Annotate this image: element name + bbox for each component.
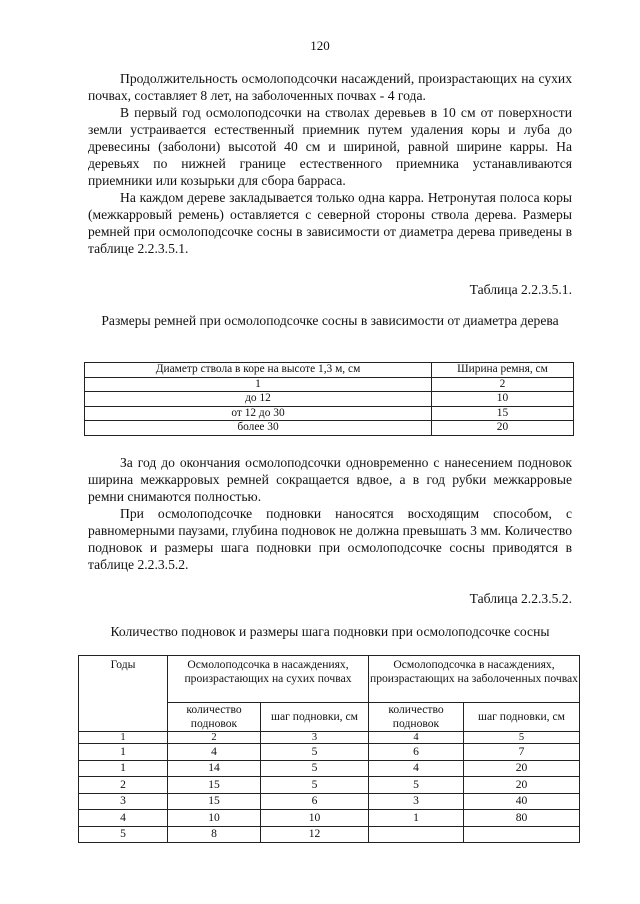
table-cell: 80 [464, 810, 580, 827]
table-cell: 10 [168, 810, 261, 827]
table-cell: 5 [79, 826, 168, 843]
renewal-step-table [78, 655, 580, 843]
table-cell: 7 [464, 744, 580, 761]
table2-caption: Количество подновок и размеры шага подновки при осмолоподсочке сосны [110, 624, 550, 639]
table-row [79, 810, 580, 827]
table-cell: 10 [432, 392, 574, 407]
table-cell: 4 [369, 760, 464, 777]
table-cell: 3 [79, 793, 168, 810]
table-cell: до 12 [85, 392, 432, 407]
table-cell: 40 [464, 793, 580, 810]
table-header-cell: количество подновок [168, 703, 261, 732]
table-cell: более 30 [85, 421, 432, 436]
table-cell: 2 [79, 777, 168, 794]
table-cell: 3 [369, 793, 464, 810]
table-cell: 5 [261, 777, 369, 794]
table-header-cell-years: Годы [79, 656, 168, 732]
paragraph-single-carra: На каждом дереве закладывается только одна карра. Нетронутая полоса коры (межкарровый ремень) оставляется с северной стороны ствола дерева. Размеры ремней при осмолоподсочке сосны в зависимости от диаметра дерева приведены в таблице 2.2.3.5.1. [88, 190, 572, 256]
paragraph-final-year: За год до окончания осмолоподсочки одновременно с нанесением подновок ширина межкарровых ремней сокращается вдвое, а в год рубки межкарровые ремни снимаются полностью. [88, 455, 572, 504]
table-header-cell-wet: Осмолоподсочка в насаждениях, произрастающих на заболоченных почвах [369, 656, 580, 703]
table-cell: 15 [168, 777, 261, 794]
table-header-cell: Ширина ремня, см [432, 363, 574, 378]
page-number: 120 [310, 38, 330, 53]
table-cell: от 12 до 30 [85, 406, 432, 421]
table-cell: 8 [168, 826, 261, 843]
table-row [79, 777, 580, 794]
table-header-cell-dry: Осмолоподсочка в насаждениях, произрастающих на сухих почвах [168, 656, 369, 703]
table-header-cell: шаг подновки, см [261, 703, 369, 732]
table-row [79, 760, 580, 777]
table-cell: 14 [168, 760, 261, 777]
table1-label: Таблица 2.2.3.5.1. [469, 282, 572, 297]
table-row [79, 744, 580, 761]
table2-label: Таблица 2.2.3.5.2. [469, 591, 572, 606]
table-row [79, 793, 580, 810]
table-row [85, 392, 574, 407]
table-cell: 1 [79, 744, 168, 761]
table-cell: 20 [464, 760, 580, 777]
table-cell: 2 [432, 377, 574, 392]
table-cell: 6 [369, 744, 464, 761]
table-cell: 12 [261, 826, 369, 843]
paragraph-first-year: В первый год осмолоподсочки на стволах деревьев в 10 см от поверхности земли устраивается естественный приемник путем удаления коры и луба до древесины (заболони) высотой 40 см и шириной, равной ширине карры. На деревьях по нижней границе естественного приемника устанавливаются приемники или козырьки для сбора барраса. [88, 105, 572, 188]
table-cell: 6 [261, 793, 369, 810]
table-cell: 5 [261, 760, 369, 777]
table-header-cell: Диаметр ствола в коре на высоте 1,3 м, см [85, 363, 432, 378]
table-cell [464, 826, 580, 843]
table-cell: 4 [369, 732, 464, 744]
table-cell: 2 [168, 732, 261, 744]
table-row [79, 826, 580, 843]
table-cell: 15 [432, 406, 574, 421]
table-cell: 20 [432, 421, 574, 436]
table-header-cell: шаг подновки, см [464, 703, 580, 732]
table-cell: 1 [79, 760, 168, 777]
table-cell: 4 [79, 810, 168, 827]
table-cell: 5 [369, 777, 464, 794]
table-row [85, 421, 574, 436]
table-cell: 5 [261, 744, 369, 761]
table-index-row [79, 732, 580, 744]
table-cell: 3 [261, 732, 369, 744]
table-cell: 10 [261, 810, 369, 827]
table-header-cell: количество подновок [369, 703, 464, 732]
table-cell: 1 [85, 377, 432, 392]
belt-size-table [84, 362, 574, 436]
paragraph-duration: Продолжительность осмолоподсочки насаждений, произрастающих на сухих почвах, составляет 8 лет, на заболоченных почвах - 4 года. [88, 71, 572, 103]
paragraph-renewals: При осмолоподсочке подновки наносятся восходящим способом, с равномерными паузами, глубина подновок не должна превышать 3 мм. Количество подновок и размеры шага подновки при осмолоподсочке сосны приводятся в таблице 2.2.3.5.2. [88, 506, 572, 572]
table-cell: 1 [79, 732, 168, 744]
table-cell: 20 [464, 777, 580, 794]
table-cell: 4 [168, 744, 261, 761]
table-cell: 5 [464, 732, 580, 744]
table-cell: 1 [369, 810, 464, 827]
table-cell [369, 826, 464, 843]
table-header-row [85, 363, 574, 378]
table-header-row [79, 656, 580, 703]
table1-caption: Размеры ремней при осмолоподсочке сосны в зависимости от диаметра дерева [101, 313, 559, 328]
table-index-row [85, 377, 574, 392]
table-cell: 15 [168, 793, 261, 810]
table-row [85, 406, 574, 421]
